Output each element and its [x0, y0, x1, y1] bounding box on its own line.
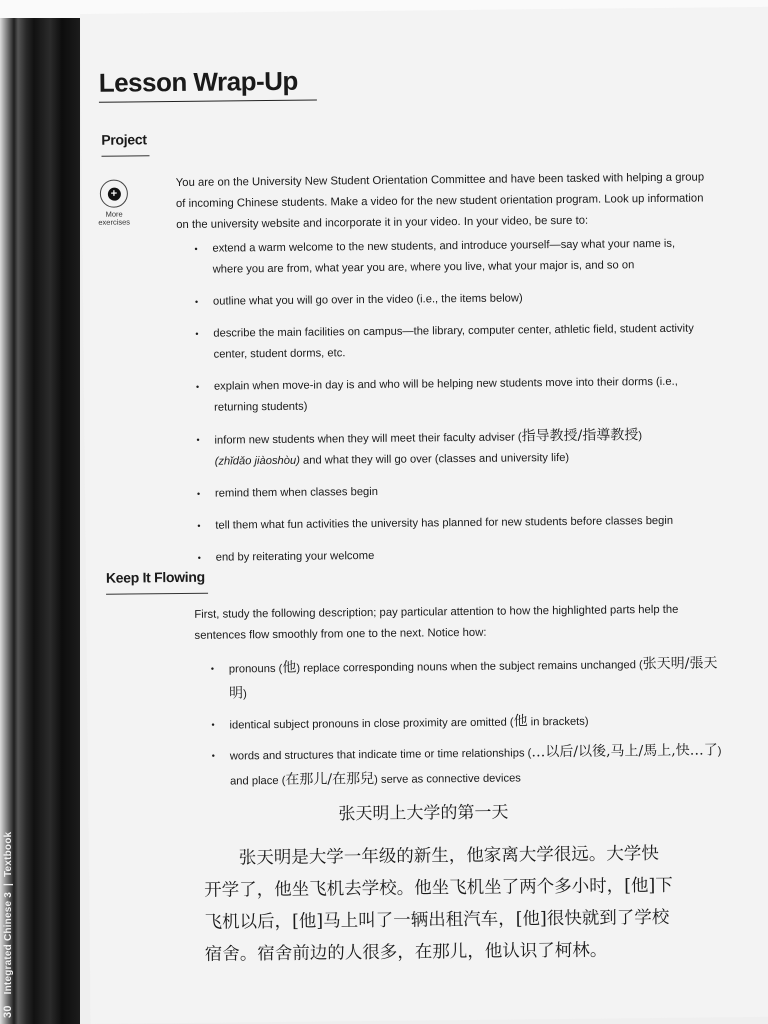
b1-close: ): [243, 688, 247, 701]
adviser-pinyin: (zhǐdǎo jiàoshòu): [214, 454, 300, 468]
title-underline: [99, 100, 317, 103]
b1-zh-pronoun: 他: [282, 659, 297, 676]
list-item: • remind them when classes begin: [197, 478, 705, 504]
b2-zh-pronoun: 他: [513, 713, 528, 730]
list-item: • end by reiterating your welcome: [198, 542, 706, 568]
project-heading: Project: [101, 131, 147, 148]
more-exercises-label: More exercises: [98, 209, 131, 227]
list-item: • extend a warm welcome to the new students, and introduce yourself—say what your name is, where you are from, what year you are, where you live, what your major is, and so on: [194, 233, 702, 280]
list-item: • explain when move-in day is and who will be helping new students move into their dorms (i.e., returning students): [196, 371, 704, 418]
list-item-pronouns: [211, 651, 721, 706]
project-intro: You are on the University New Student Orientation Committee and have been tasked with helping a group of incoming Chinese students. Make a video for the new student orientation program. Look up information on the university website and incorporate it in your video. In your video, be sure to:: [175, 171, 705, 232]
list-item: • tell them what fun activities the university has planned for new students before classes begin: [197, 510, 705, 536]
flow-intro: First, study the following description; pay particular attention to how the highlighted parts help the sentences flow smoothly from one to the next. Notice how:: [194, 603, 679, 642]
b2-text-2: in brackets): [527, 715, 589, 729]
b1-text: pronouns (: [228, 662, 283, 676]
story-title: 张天明上大学的第一天: [338, 802, 509, 825]
adviser-after: and what they will go over (classes and university life): [299, 451, 570, 467]
b3-zh-time: …以后/以後,马上/馬上,快…了: [531, 742, 718, 761]
list-item: • describe the main facilities on campus—the library, computer center, athletic field, student activity center, student dorms, etc.: [195, 318, 703, 365]
book-binding: [0, 18, 80, 1024]
adviser-text: inform new students when they will meet their faculty adviser (: [214, 431, 522, 447]
list-item: • outline what you will go over in the video (i.e., the items below): [195, 286, 703, 312]
list-item-connectives: [212, 738, 722, 793]
page-number: 30: [2, 1005, 14, 1018]
b3-text: words and structures that indicate time or time relationships (: [229, 747, 532, 763]
flow-heading-rule: [106, 593, 208, 595]
list-item-adviser: [196, 424, 704, 472]
add-circle-icon: +: [100, 180, 128, 208]
textbook-page: [80, 7, 768, 1024]
book-title: Integrated Chinese 3: [3, 892, 14, 995]
book-section: Textbook: [3, 831, 14, 878]
page-title: Lesson Wrap-Up: [98, 65, 298, 98]
story-text: 张天明是大学一年级的新生，他家离大学很远。大学快开学了，他坐飞机去学校。他坐飞机坐了两个多小时，[他]下飞机以后，[他]马上叫了一辆出租汽车，[他]很快就到了学校宿舍。宿舍前边的人很多，在那儿，他认识了柯林。: [203, 843, 673, 965]
spine-label: 30 Integrated Chinese 3|Textbook: [2, 831, 14, 1018]
b3-text-3: ) serve as connective devices: [374, 772, 521, 786]
b2-text: identical subject pronouns in close proximity are omitted (: [229, 716, 514, 732]
more-exercises-link[interactable]: [94, 179, 134, 226]
flow-bullet-list: [211, 651, 722, 793]
keep-it-flowing-heading: Keep It Flowing: [105, 568, 205, 586]
adviser-chinese: 指导教授/指導教授: [521, 427, 639, 445]
b3-zh-place: 在那儿/在那兒: [285, 770, 375, 788]
b3-text-2: ) and place (: [229, 745, 722, 788]
b1-zh-name: 张天明/張天明: [229, 655, 718, 702]
list-item-omitted: [211, 707, 721, 737]
b1-text-2: ) replace corresponding nouns when the subject remains unchanged (: [296, 659, 643, 675]
project-bullet-list: [194, 233, 705, 568]
adviser-close: ): [638, 430, 643, 443]
project-heading-rule: [101, 155, 149, 157]
